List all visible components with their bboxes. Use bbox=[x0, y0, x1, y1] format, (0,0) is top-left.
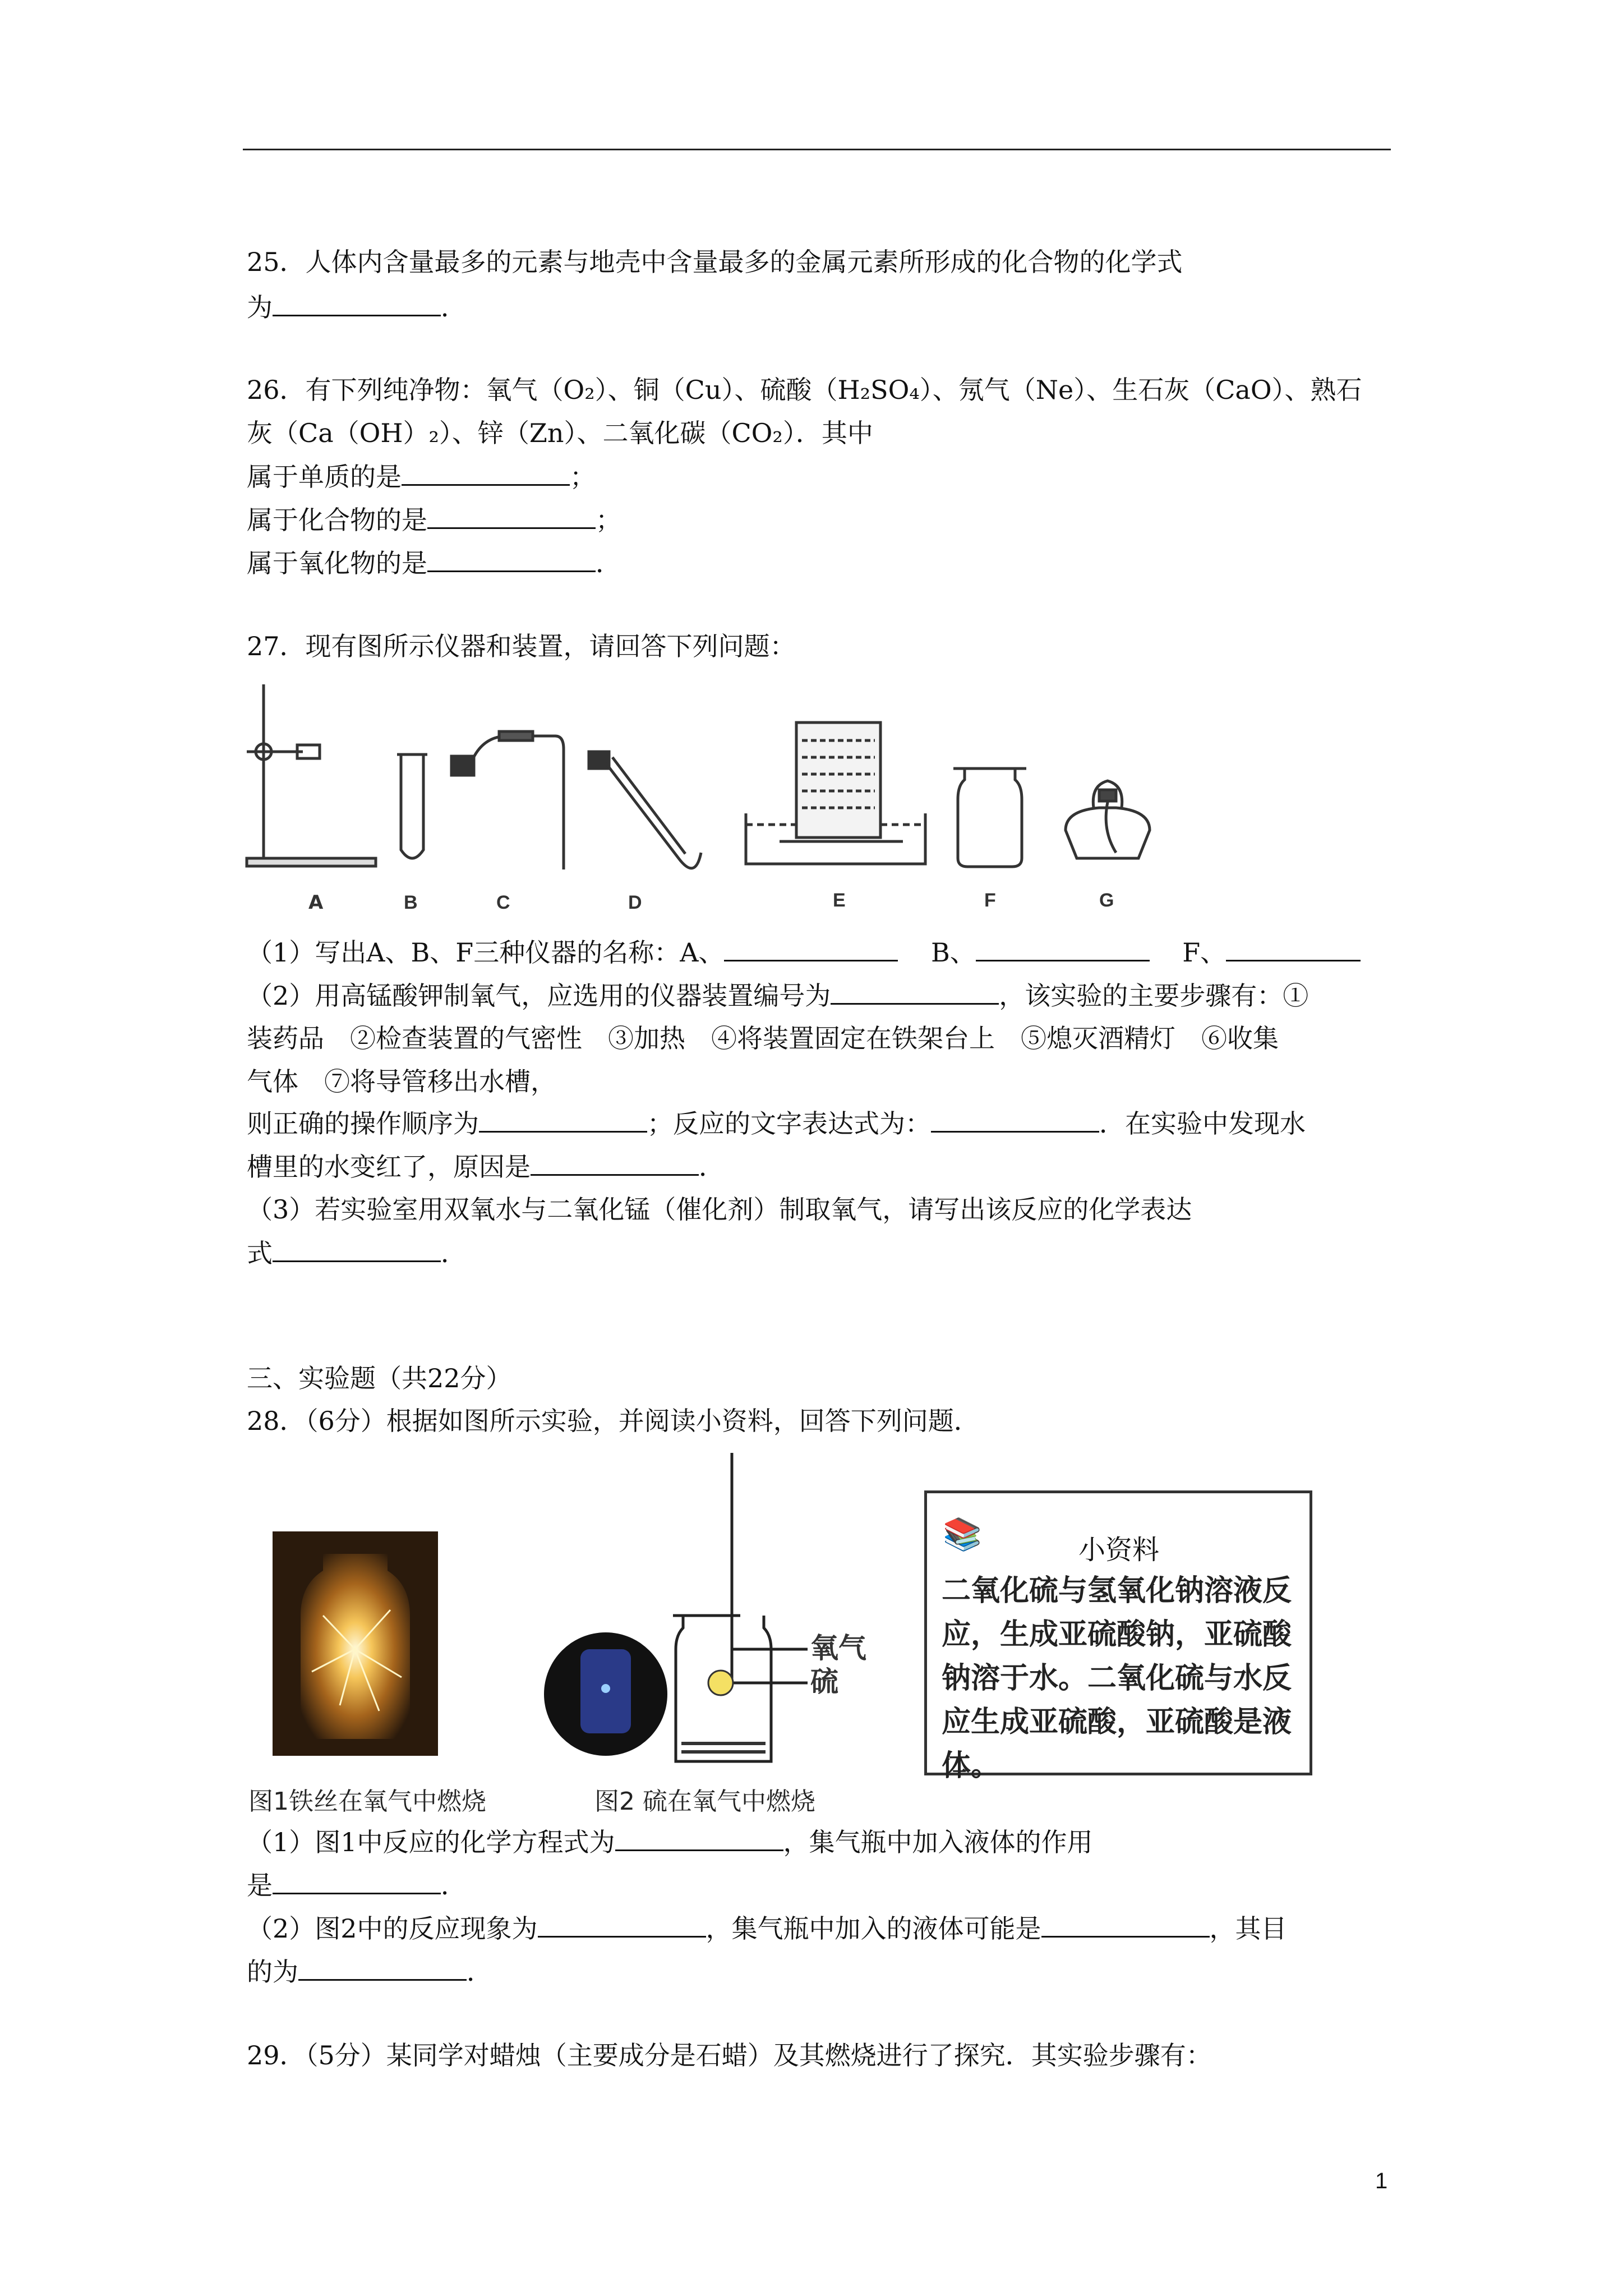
answer-blank[interactable] bbox=[273, 1236, 441, 1262]
label-D: D bbox=[628, 892, 642, 913]
label-A: A bbox=[308, 891, 324, 914]
q25-line2: 为 ． bbox=[247, 290, 467, 324]
label-sulfur: 硫 bbox=[810, 1666, 838, 1697]
info-title: 小资料 bbox=[1078, 1534, 1160, 1566]
label-E: E bbox=[833, 890, 846, 911]
label-F: F bbox=[984, 890, 996, 911]
stopper-tube-icon bbox=[451, 731, 564, 869]
q27-p2-line4: 则正确的操作顺序为 ；反应的文字表达式为： ．在实验中发现水 bbox=[247, 1106, 1306, 1140]
answer-blank[interactable] bbox=[724, 935, 898, 961]
answer-blank[interactable] bbox=[427, 546, 596, 572]
answer-blank[interactable] bbox=[831, 978, 999, 1005]
q27-p1: （1）写出A、B、F三种仪器的名称：A、 B、 F、 bbox=[247, 935, 1361, 969]
iron-stand-icon bbox=[247, 684, 376, 866]
q27-p2-line3: 气体 ⑦将导管移出水槽， bbox=[247, 1066, 556, 1097]
gas-jar-icon bbox=[953, 769, 1026, 867]
answer-blank[interactable] bbox=[427, 503, 596, 529]
answer-blank[interactable] bbox=[931, 1106, 1099, 1133]
q26-line2: 灰（Ca（OH）₂）、锌（Zn）、二氧化碳（CO₂）．其中 bbox=[247, 418, 873, 448]
q27-p3-line2: 式 ． bbox=[247, 1236, 467, 1270]
q25-line1: 25．人体内含量最多的元素与地壳中含量最多的金属元素所形成的化合物的化学式 bbox=[247, 247, 1183, 277]
label-G: G bbox=[1099, 890, 1114, 911]
q27-p2-line5: 槽里的水变红了，原因是 ． bbox=[247, 1149, 725, 1184]
answer-blank[interactable] bbox=[479, 1106, 647, 1133]
q28-p2-line1: （2）图2中的反应现象为 ，集气瓶中加入的液体可能是 ，其目 bbox=[247, 1911, 1287, 1945]
info-body: 二氧化硫与氢氧化钠溶液反应，生成亚硫酸钠，亚硫酸钠溶于水。二氧化硫与水反应生成亚硫酸，亚硫酸是液体。 bbox=[942, 1574, 1292, 1783]
answer-blank[interactable] bbox=[298, 1954, 467, 1981]
answer-blank[interactable] bbox=[1226, 935, 1361, 961]
info-box bbox=[924, 1490, 1312, 1783]
iron-burning-photo bbox=[273, 1531, 438, 1756]
answer-blank[interactable] bbox=[531, 1149, 699, 1176]
q28-stem: 28．（6分）根据如图所示实验，并阅读小资料，回答下列问题． bbox=[247, 1406, 980, 1436]
alcohol-lamp-icon bbox=[1066, 781, 1150, 858]
answer-blank[interactable] bbox=[402, 459, 570, 486]
q28-p1-line1: （1）图1中反应的化学方程式为 ，集气瓶中加入液体的作用 bbox=[247, 1825, 1093, 1859]
page-number: 1 bbox=[1375, 2169, 1388, 2193]
q26-line1: 26．有下列纯净物：氧气（O₂）、铜（Cu）、硫酸（H₂SO₄）、氖气（Ne）、生石灰（CaO）、熟石 bbox=[247, 375, 1362, 405]
answer-blank[interactable] bbox=[615, 1825, 783, 1851]
section-title: 三、实验题（共22分） bbox=[247, 1363, 512, 1393]
apparatus-figure bbox=[241, 673, 1195, 942]
q26-c: 属于氧化物的是 ． bbox=[247, 546, 621, 580]
q28-p2-line2: 的为 ． bbox=[247, 1954, 492, 1989]
label-C: C bbox=[496, 892, 510, 913]
book-icon: 📚 bbox=[943, 1516, 982, 1553]
answer-blank[interactable] bbox=[273, 1868, 441, 1894]
test-tube-icon bbox=[397, 754, 427, 858]
q27-p2-line2: 装药品 ②检查装置的气密性 ③加热 ④将装置固定在铁架台上 ⑤熄灭酒精灯 ⑥收集 bbox=[247, 1023, 1279, 1053]
header-rule bbox=[243, 149, 1391, 150]
q26-b: 属于化合物的是 ； bbox=[247, 503, 621, 537]
q29-stem: 29．（5分）某同学对蜡烛（主要成分是石蜡）及其燃烧进行了探究．其实验步骤有： bbox=[247, 2040, 1212, 2070]
delivery-tube-icon bbox=[589, 752, 701, 868]
q27-stem: 27．现有图所示仪器和装置，请回答下列问题： bbox=[247, 631, 796, 661]
sulfur-burning-figure bbox=[533, 1447, 892, 1773]
q26-a: 属于单质的是 ； bbox=[247, 459, 596, 494]
fig2-caption: 图2 硫在氧气中燃烧 bbox=[594, 1787, 815, 1816]
fig1-caption: 图1铁丝在氧气中燃烧 bbox=[248, 1787, 486, 1816]
q27-p2-line1: （2）用高锰酸钾制氧气，应选用的仪器装置编号为 ，该实验的主要步骤有：① bbox=[247, 978, 1308, 1013]
label-oxygen: 氧气 bbox=[810, 1632, 866, 1664]
answer-blank[interactable] bbox=[976, 935, 1150, 961]
label-B: B bbox=[404, 892, 418, 913]
answer-blank[interactable] bbox=[1041, 1911, 1210, 1938]
water-trough-icon bbox=[746, 723, 925, 864]
answer-blank[interactable] bbox=[273, 290, 441, 316]
answer-blank[interactable] bbox=[538, 1911, 706, 1938]
q28-p1-line2: 是 ． bbox=[247, 1868, 467, 1902]
q27-p3-line1: （3）若实验室用双氧水与二氧化锰（催化剂）制取氧气，请写出该反应的化学表达 bbox=[247, 1194, 1192, 1225]
